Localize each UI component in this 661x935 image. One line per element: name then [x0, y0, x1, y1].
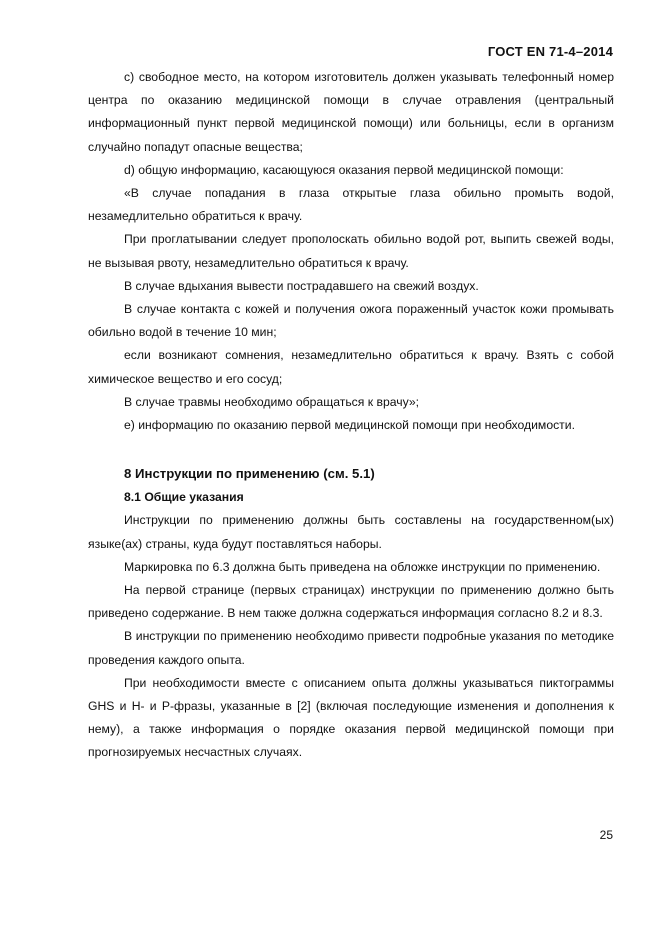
paragraph-injury: В случае травмы необходимо обращаться к врачу»; — [124, 394, 419, 409]
paragraph-contents: На первой странице (первых страницах) инструкции по применению должно быть приведено содержание. В нем также должна содержаться информация согласно 8.2 и 8.3. — [88, 583, 614, 621]
subsection-heading: 8.1 Общие указания — [124, 490, 244, 505]
paragraph-marking: Маркировка по 6.3 должна быть приведена на обложке инструкции по применению. — [124, 559, 601, 574]
paragraph-item-c: c) свободное место, на котором изготовитель должен указывать телефонный номер центра по оказанию медицинской помощи в случае отравления (центральный информационный пункт первой медицинской помощи) или больницы, если в организм случайно попадут опасные вещества; — [88, 70, 614, 154]
page-number: 25 — [599, 828, 613, 842]
paragraph-item-d: d) общую информацию, касающуюся оказания первой медицинской помощи: — [124, 162, 564, 177]
page-body — [88, 66, 614, 765]
paragraph-doubt: если возникают сомнения, незамедлительно обратиться к врачу. Взять с собой химическое вещество и его сосуд; — [88, 348, 614, 386]
paragraph-language: Инструкции по применению должны быть составлены на государственном(ых) языке(ах) страны, куда будут поставляться наборы. — [88, 513, 614, 551]
paragraph-swallowing: При проглатывании следует прополоскать обильно водой рот, выпить свежей воды, не вызывая рвоту, незамедлительно обратиться к врачу. — [88, 232, 614, 270]
standard-header: ГОСТ EN 71-4–2014 — [487, 44, 613, 59]
section-heading: 8 Инструкции по применению (см. 5.1) — [124, 466, 375, 482]
paragraph-eyes: «В случае попадания в глаза открытые глаза обильно промыть водой, незамедлительно обратиться к врачу. — [88, 186, 614, 224]
paragraph-inhalation: В случае вдыхания вывести пострадавшего на свежий воздух. — [124, 278, 479, 293]
paragraph-skin-contact: В случае контакта с кожей и получения ожога пораженный участок кожи промывать обильно водой в течение 10 мин; — [88, 302, 614, 340]
paragraph-experiment-method: В инструкции по применению необходимо привести подробные указания по методике проведения каждого опыта. — [88, 629, 614, 667]
paragraph-pictograms: При необходимости вместе с описанием опыта должны указываться пиктограммы GHS и H- и P-фразы, указанные в [2] (включая последующие изменения и дополнения к нему), а также информация о порядке оказания первой медицинской помощи при прогнозируемых несчастных случаях. — [88, 675, 614, 760]
paragraph-item-e: e) информацию по оказанию первой медицинской помощи при необходимости. — [124, 418, 575, 433]
